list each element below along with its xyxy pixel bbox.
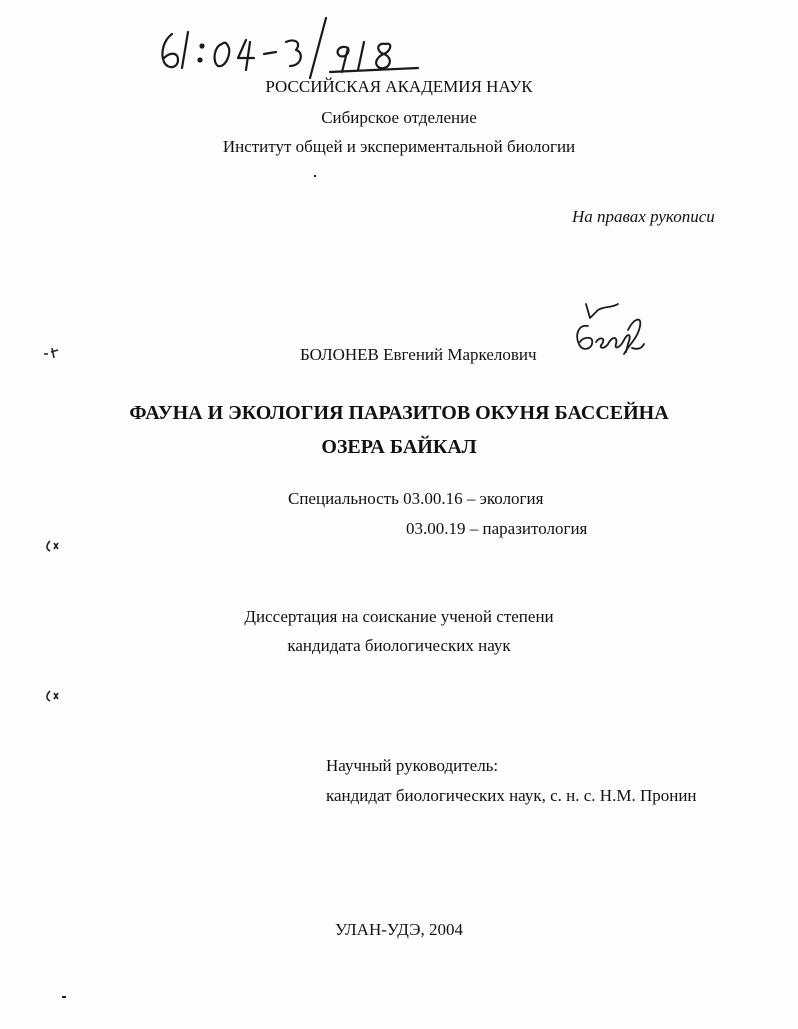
margin-mark [44, 689, 64, 703]
city-year: УЛАН-УДЭ, 2004 [335, 920, 463, 939]
supervisor-label: Научный руководитель: [326, 756, 499, 775]
margin-dot [314, 175, 316, 177]
margin-mark [42, 346, 62, 360]
institute-name: Институт общей и экспериментальной биологии [222, 137, 576, 156]
dissertation-title-line-1: ФАУНА И ЭКОЛОГИЯ ПАРАЗИТОВ ОКУНЯ БАССЕЙНА [129, 402, 669, 424]
specialty-line-1: Специальность 03.00.16 – экология [288, 489, 544, 508]
margin-mark [44, 539, 64, 553]
manuscript-note: На правах рукописи [572, 207, 715, 226]
academy-name: РОССИЙСКАЯ АКАДЕМИЯ НАУК [265, 77, 533, 96]
degree-line-1: Диссертация на соискание ученой степени [244, 607, 554, 626]
degree-line-2: кандидата биологических наук [287, 636, 511, 655]
author-signature [568, 296, 658, 366]
archive-number-handwriting [150, 12, 430, 82]
specialty-line-2: 03.00.19 – паразитология [406, 519, 588, 538]
margin-dot [62, 996, 66, 998]
author-name: БОЛОНЕВ Евгений Маркелович [300, 345, 537, 364]
branch-name: Сибирское отделение [321, 108, 477, 127]
supervisor-name: кандидат биологических наук, с. н. с. Н.М. Пронин [326, 786, 697, 805]
dissertation-title-line-2: ОЗЕРА БАЙКАЛ [321, 436, 477, 458]
